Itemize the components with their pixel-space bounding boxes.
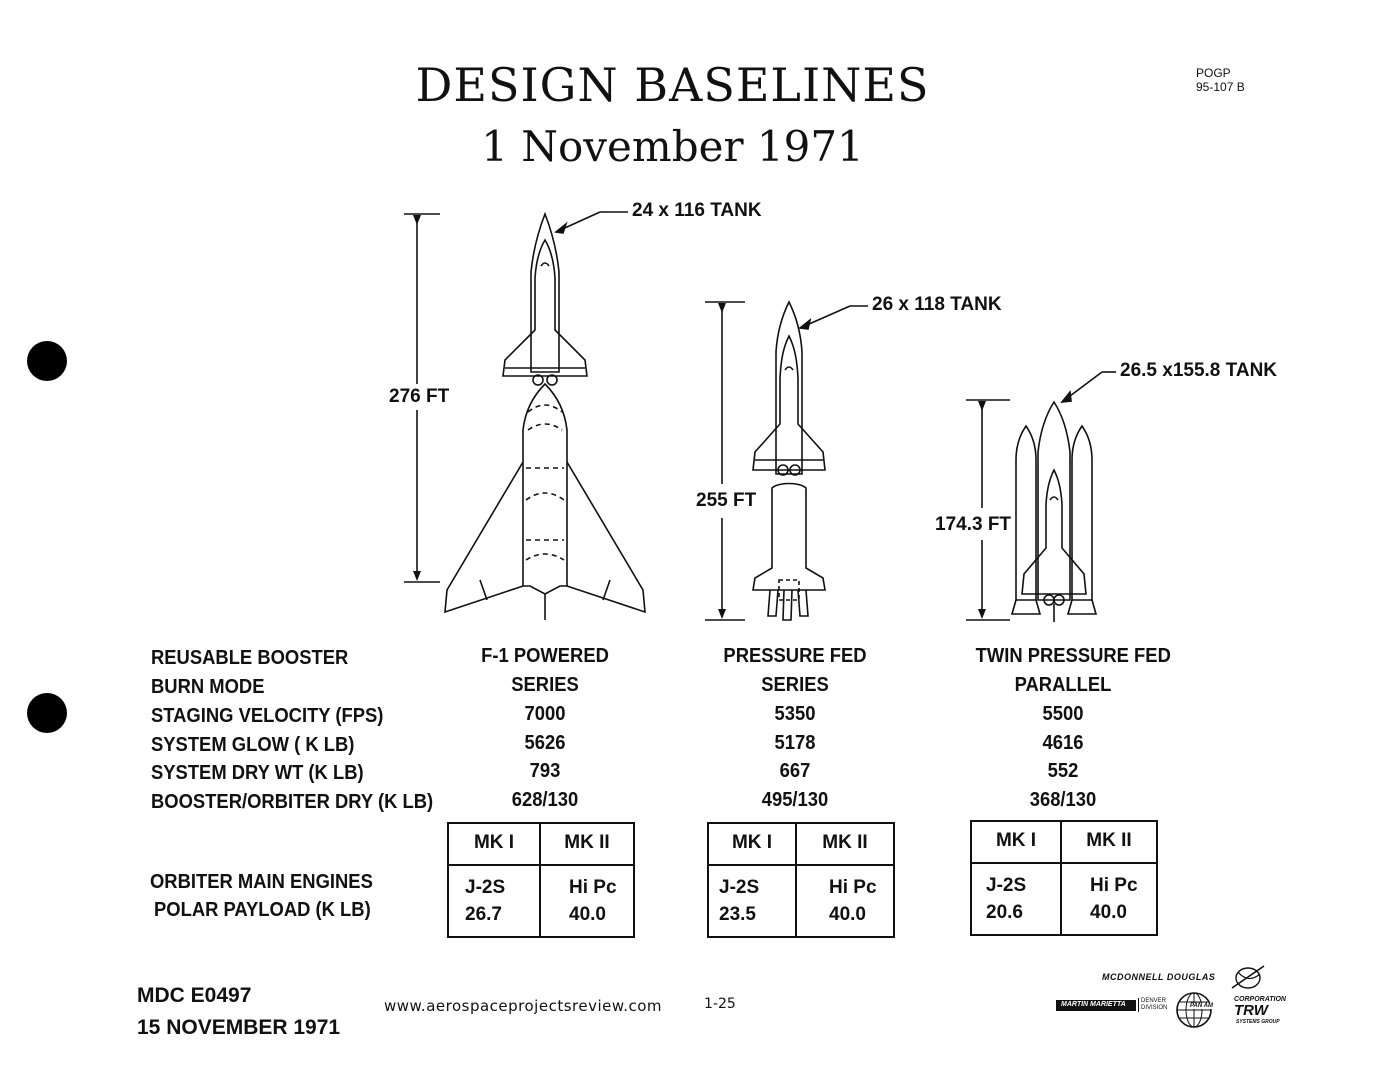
punch-hole-bottom xyxy=(27,693,67,733)
row-label-staging-velocity: STAGING VELOCITY (FPS) xyxy=(151,705,384,727)
page-subtitle: 1 November 1971 xyxy=(481,122,864,171)
cell-burn-1: SERIES xyxy=(511,674,579,696)
engine-box-2-mk2-header: MK II xyxy=(796,823,894,865)
cell-glow-2: 5178 xyxy=(774,732,816,754)
row-label-polar-payload: POLAR PAYLOAD (K LB) xyxy=(154,899,371,921)
engine-box-1-mk2-payload: 40.0 xyxy=(569,904,606,925)
vehicle-2-drawing xyxy=(705,302,868,620)
doc-code-line1: POGP xyxy=(1196,66,1231,80)
engine-box-1-mk1-header: MK I xyxy=(448,823,540,865)
corporation-text: CORPORATION xyxy=(1234,996,1286,1003)
engine-box-2-mk2-body xyxy=(796,865,894,937)
engine-box-1-mk2-header: MK II xyxy=(540,823,634,865)
engine-box-3-mk2-header: MK II xyxy=(1061,821,1157,863)
cell-dry-3: 552 xyxy=(1047,760,1079,782)
row-label-booster-orbiter-dry: BOOSTER/ORBITER DRY (K LB) xyxy=(151,791,434,813)
engine-box-1 xyxy=(447,822,635,938)
mcdonnell-douglas-logo-text: MCDONNELL DOUGLAS xyxy=(1102,972,1216,982)
engine-box-2-mk2-engine: Hi Pc xyxy=(829,877,877,898)
cell-burn-2: SERIES xyxy=(761,674,829,696)
martin-marietta-logo-text: MARTIN MARIETTA xyxy=(1061,1001,1126,1008)
engine-box-3-mk2-payload: 40.0 xyxy=(1090,902,1127,923)
engine-box-3-mk1-payload: 20.6 xyxy=(986,902,1023,923)
engine-box-1-mk1-engine: J-2S xyxy=(465,877,506,898)
engine-box-3 xyxy=(970,820,1158,936)
engine-box-1-mk1-body xyxy=(448,865,540,937)
cell-velocity-2: 5350 xyxy=(774,703,816,725)
cell-bo-dry-1: 628/130 xyxy=(511,789,579,811)
engine-box-3-mk1-header: MK I xyxy=(971,821,1061,863)
cell-bo-dry-3: 368/130 xyxy=(1029,789,1097,811)
vehicle-3-drawing xyxy=(966,372,1116,622)
cell-dry-2: 667 xyxy=(779,760,811,782)
cell-booster-1: F-1 POWERED xyxy=(481,645,609,667)
engine-box-1-mk2-body xyxy=(540,865,634,937)
row-label-main-engines: ORBITER MAIN ENGINES xyxy=(150,871,373,893)
cell-glow-1: 5626 xyxy=(524,732,566,754)
engine-box-1-mk2-engine: Hi Pc xyxy=(569,877,617,898)
pan-am-logo-text: PAN AM xyxy=(1190,1003,1213,1009)
engine-box-2-mk1-header: MK I xyxy=(708,823,796,865)
vehicle-1-height: 276 FT xyxy=(389,386,450,407)
engine-box-2 xyxy=(707,822,895,938)
engine-box-2-mk1-payload: 23.5 xyxy=(719,904,756,925)
doc-code-line2: 95-107 B xyxy=(1196,80,1245,94)
systems-group-text: SYSTEMS GROUP xyxy=(1236,1019,1280,1025)
mcdonnell-douglas-logo-icon xyxy=(1228,962,1268,992)
cell-velocity-3: 5500 xyxy=(1042,703,1084,725)
engine-box-3-mk1-body xyxy=(971,863,1061,935)
cell-dry-1: 793 xyxy=(529,760,561,782)
cell-booster-2: PRESSURE FED xyxy=(723,645,867,667)
footer-doc-info xyxy=(137,980,340,1044)
vehicle-1-tank: 24 x 116 TANK xyxy=(632,200,762,221)
trw-logo-text: TRW xyxy=(1234,1002,1268,1019)
engine-box-3-mk2-engine: Hi Pc xyxy=(1090,875,1138,896)
denver-division-text xyxy=(1138,998,1167,1012)
vehicle-2-height: 255 FT xyxy=(696,490,757,511)
pan-am-globe-icon xyxy=(1174,990,1214,1030)
engine-box-2-mk1-body xyxy=(708,865,796,937)
page-title: DESIGN BASELINES xyxy=(415,58,930,112)
vehicle-1-drawing xyxy=(404,212,645,620)
engine-box-3-mk1-engine: J-2S xyxy=(986,875,1027,896)
cell-glow-3: 4616 xyxy=(1042,732,1084,754)
martin-marietta-logo xyxy=(1056,1000,1136,1011)
footer-url: www.aerospaceprojectsreview.com xyxy=(384,997,663,1015)
row-label-system-dry-wt: SYSTEM DRY WT (K LB) xyxy=(151,762,364,784)
page-number: 1-25 xyxy=(704,996,736,1012)
footer-doc-number: MDC E0497 xyxy=(137,984,252,1007)
cell-velocity-1: 7000 xyxy=(524,703,566,725)
footer-date: 15 NOVEMBER 1971 xyxy=(137,1016,341,1039)
contractor-logos xyxy=(1050,962,1290,1032)
engine-box-2-mk2-payload: 40.0 xyxy=(829,904,866,925)
cell-burn-3: PARALLEL xyxy=(1014,674,1112,696)
row-label-burn-mode: BURN MODE xyxy=(151,676,265,698)
cell-bo-dry-2: 495/130 xyxy=(761,789,829,811)
denver-division-line2: DIVISION xyxy=(1141,1005,1168,1011)
vehicle-3-height: 174.3 FT xyxy=(935,514,1012,535)
vehicle-3-tank: 26.5 x155.8 TANK xyxy=(1120,360,1278,381)
row-label-reusable-booster: REUSABLE BOOSTER xyxy=(151,647,349,669)
row-label-system-glow: SYSTEM GLOW ( K LB) xyxy=(151,734,355,756)
engine-box-2-mk1-engine: J-2S xyxy=(719,877,760,898)
engine-box-3-mk2-body xyxy=(1061,863,1157,935)
vehicle-2-tank: 26 x 118 TANK xyxy=(872,294,1002,315)
cell-booster-3: TWIN PRESSURE FED xyxy=(975,645,1171,667)
denver-division-line1: DENVER xyxy=(1141,998,1167,1004)
engine-box-1-mk1-payload: 26.7 xyxy=(465,904,502,925)
